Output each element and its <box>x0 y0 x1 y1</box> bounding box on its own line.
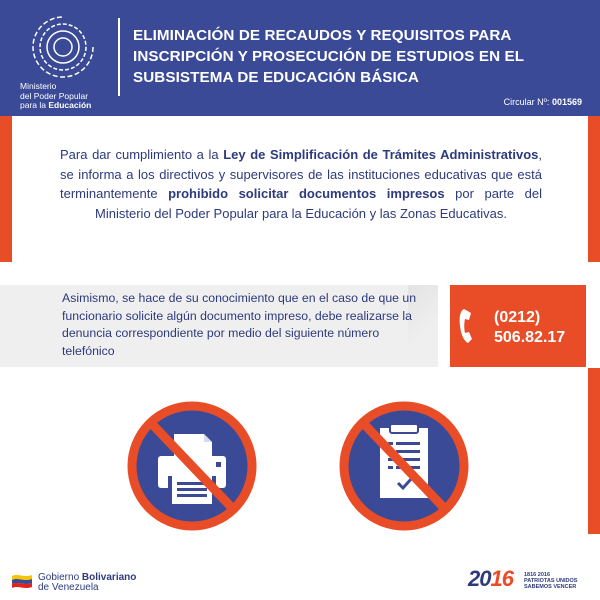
logo-line-4: Educación <box>48 100 92 110</box>
accent-bar-left <box>0 116 12 262</box>
phone-box <box>450 285 586 367</box>
slogan <box>524 572 577 590</box>
title-line-2: INSCRIPCIÓN Y PROSECUCIÓN DE ESTUDIOS EN EL <box>133 48 525 65</box>
circular-number: 001569 <box>551 97 582 107</box>
no-document-icon <box>336 398 472 534</box>
accent-bar-right-top <box>588 116 600 262</box>
header-divider <box>118 18 120 96</box>
ministry-logo-text <box>20 82 112 111</box>
notice-text-2: , se informa a los directivos y supervisores de las instituciones educativas que está terminantemente <box>60 147 542 201</box>
ministry-logo-icon <box>30 14 96 80</box>
government-signature <box>38 573 136 593</box>
logo-line-3: para la <box>20 100 46 110</box>
year-prefix: 20 <box>468 566 491 591</box>
phone-icon <box>458 307 482 345</box>
no-printer-icon <box>124 398 260 534</box>
logo-line-2: del Poder Popular <box>20 90 89 101</box>
slogan-line-1: 1816 2016 <box>524 572 550 578</box>
logo-line-1: Ministerio <box>20 81 57 91</box>
header <box>0 0 600 116</box>
phone-area-code[interactable]: (0212) <box>494 309 541 326</box>
slogan-line-2: PATRIOTAS UNIDOS <box>524 578 578 584</box>
notice-paragraph <box>60 145 542 223</box>
page-title <box>133 25 593 88</box>
notice-text-3: por parte del Ministerio del Poder Popular para la Educación y las Zonas Educativas. <box>95 186 542 221</box>
notice-prohibition: prohibido solicitar documentos impresos <box>168 186 445 201</box>
title-line-1: ELIMINACIÓN DE RECAUDOS Y REQUISITOS PARA <box>133 27 512 44</box>
gov-text-2: Bolivariano <box>81 572 137 583</box>
gov-text-1: Gobierno <box>38 572 82 583</box>
circular-label: Circular Nº: <box>503 97 550 107</box>
year-logo <box>468 566 513 592</box>
slogan-line-3: SABEMOS VENCER <box>524 584 577 590</box>
circular-reference <box>504 97 582 107</box>
phone-number[interactable]: 506.82.17 <box>494 329 566 346</box>
venezuela-flag-icon <box>10 572 34 590</box>
notice-law-name: Ley de Simplificación de Trámites Administrativos <box>223 147 539 162</box>
bicentennial-logo <box>468 566 588 594</box>
complaint-paragraph: Asimismo, se hace de su conocimiento que en el caso de que un funcionario solicite algún documento impreso, debe realizarse la denuncia correspondiente por medio del siguiente número telefónico <box>62 291 417 358</box>
year-suffix: 16 <box>490 566 513 591</box>
title-line-3: SUBSISTEMA DE EDUCACIÓN BÁSICA <box>133 69 419 86</box>
accent-bar-right-bottom <box>588 368 600 534</box>
notice-text-1: Para dar cumplimiento a la <box>60 147 224 162</box>
gov-text-3: de Venezuela <box>38 582 99 593</box>
